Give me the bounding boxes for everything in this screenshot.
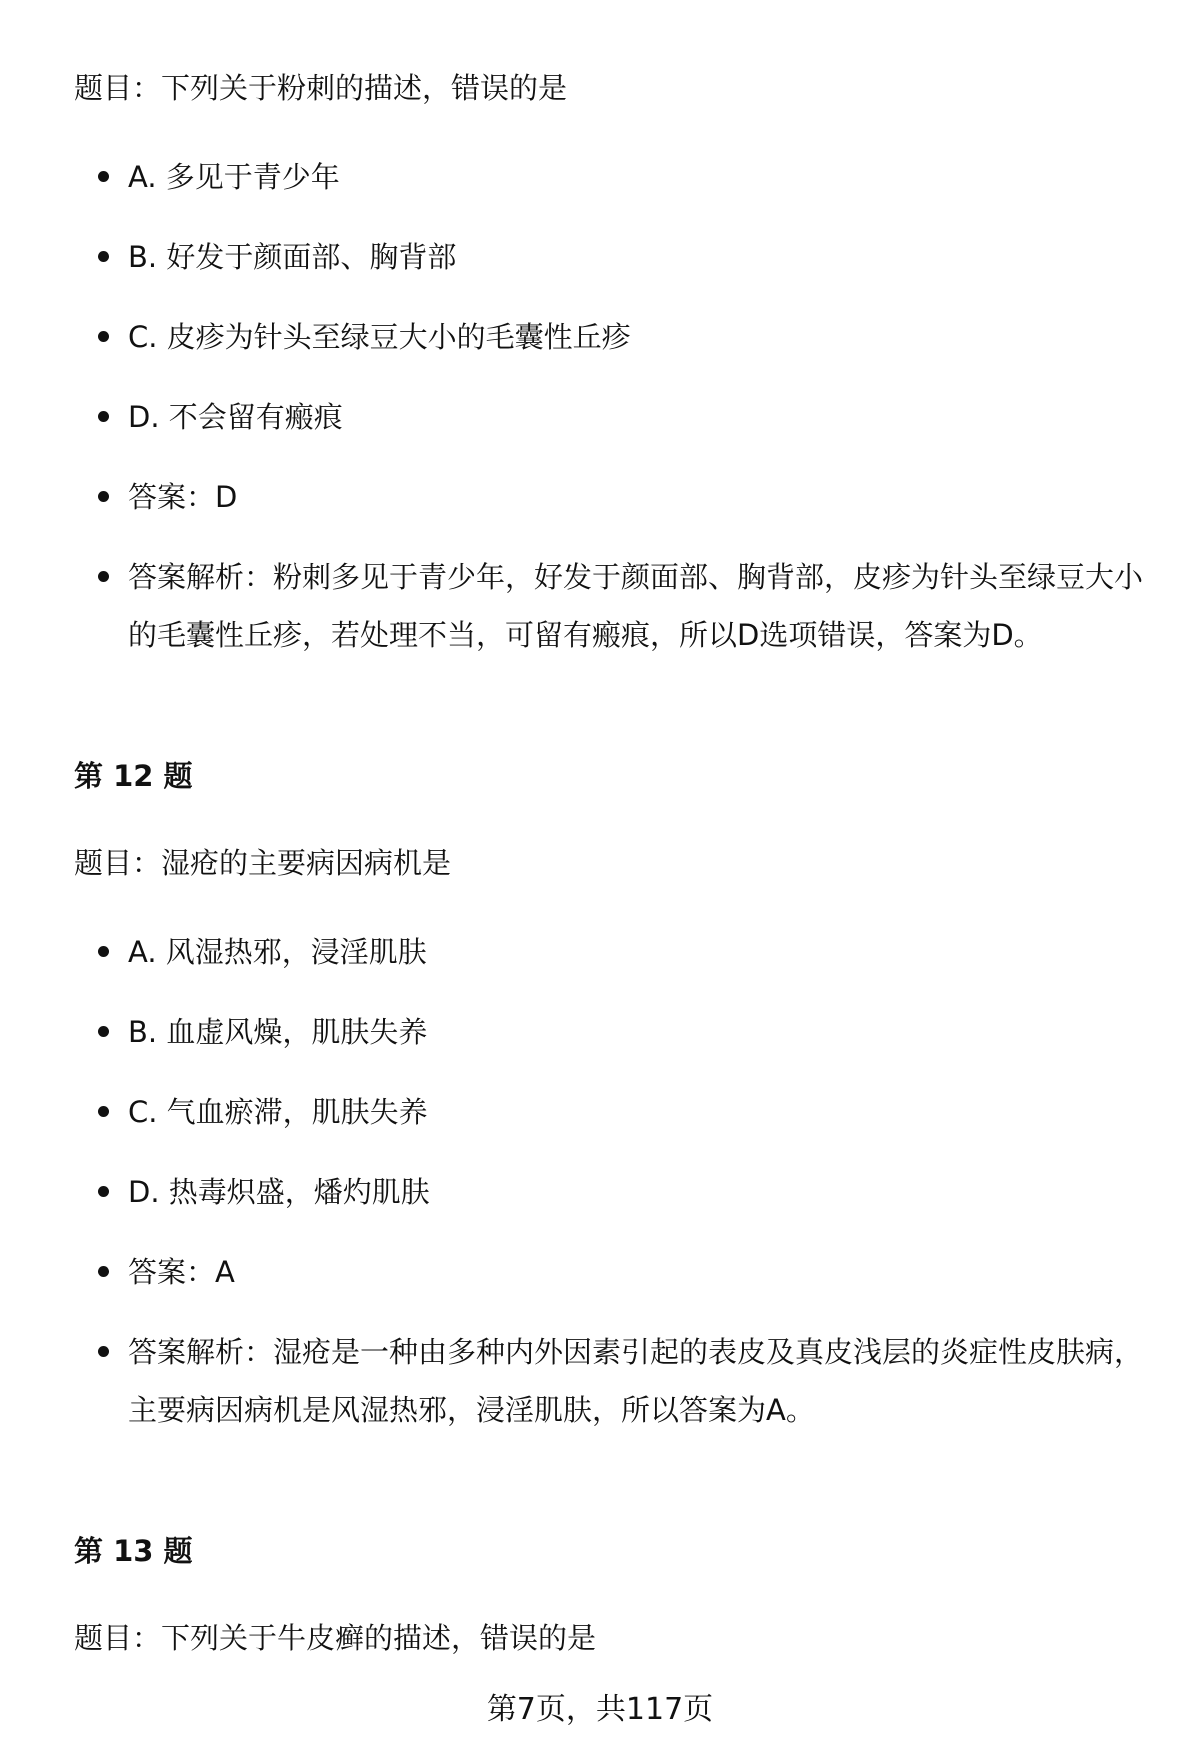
bullet-dot-icon — [98, 946, 109, 957]
page-footer: 第7页，共117页 — [486, 1692, 714, 1727]
option-text: B. 血虚风燥，肌肤失养 — [128, 1015, 428, 1049]
question-12-option-a — [98, 923, 1158, 981]
question-11-option-c — [98, 308, 1158, 366]
question-12-heading: 第 12 题 — [74, 759, 193, 793]
answer-text: 答案：D — [128, 480, 238, 514]
question-11-analysis — [98, 548, 1158, 664]
question-11-option-b — [98, 228, 1158, 286]
question-12-option-c — [98, 1083, 1158, 1141]
bullet-dot-icon — [98, 571, 109, 582]
question-13-stem: 题目：下列关于牛皮癣的描述，错误的是 — [74, 1621, 597, 1655]
option-text: B. 好发于颜面部、胸背部 — [128, 240, 457, 274]
question-11-option-a — [98, 148, 1158, 206]
bullet-dot-icon — [98, 1186, 109, 1197]
question-11-option-d — [98, 388, 1158, 446]
bullet-dot-icon — [98, 1346, 109, 1357]
option-text: C. 气血瘀滞，肌肤失养 — [128, 1095, 428, 1129]
bullet-dot-icon — [98, 1266, 109, 1277]
question-13-heading: 第 13 题 — [74, 1534, 193, 1568]
question-12-option-d — [98, 1163, 1158, 1221]
analysis-text: 答案解析：粉刺多见于青少年，好发于颜面部、胸背部，皮疹为针头至绿豆大小的毛囊性丘疹，若处理不当，可留有瘢痕，所以D选项错误，答案为D。 — [128, 560, 1144, 652]
bullet-dot-icon — [98, 1106, 109, 1117]
option-text: D. 热毒炽盛，燔灼肌肤 — [128, 1175, 430, 1209]
question-12-analysis — [98, 1323, 1158, 1439]
bullet-dot-icon — [98, 251, 109, 262]
option-text: A. 风湿热邪，浸淫肌肤 — [128, 935, 427, 969]
bullet-dot-icon — [98, 171, 109, 182]
bullet-dot-icon — [98, 1026, 109, 1037]
question-11-stem: 题目：下列关于粉刺的描述，错误的是 — [74, 71, 568, 105]
analysis-text: 答案解析：湿疮是一种由多种内外因素引起的表皮及真皮浅层的炎症性皮肤病，主要病因病机是风湿热邪，浸淫肌肤，所以答案为A。 — [128, 1335, 1144, 1427]
option-text: C. 皮疹为针头至绿豆大小的毛囊性丘疹 — [128, 320, 631, 354]
question-12-answer — [98, 1243, 1158, 1301]
bullet-dot-icon — [98, 491, 109, 502]
option-text: A. 多见于青少年 — [128, 160, 340, 194]
question-12-stem: 题目：湿疮的主要病因病机是 — [74, 846, 452, 880]
bullet-dot-icon — [98, 411, 109, 422]
question-12-option-b — [98, 1003, 1158, 1061]
option-text: D. 不会留有瘢痕 — [128, 400, 343, 434]
answer-text: 答案：A — [128, 1255, 235, 1289]
question-11-answer — [98, 468, 1158, 526]
bullet-dot-icon — [98, 331, 109, 342]
